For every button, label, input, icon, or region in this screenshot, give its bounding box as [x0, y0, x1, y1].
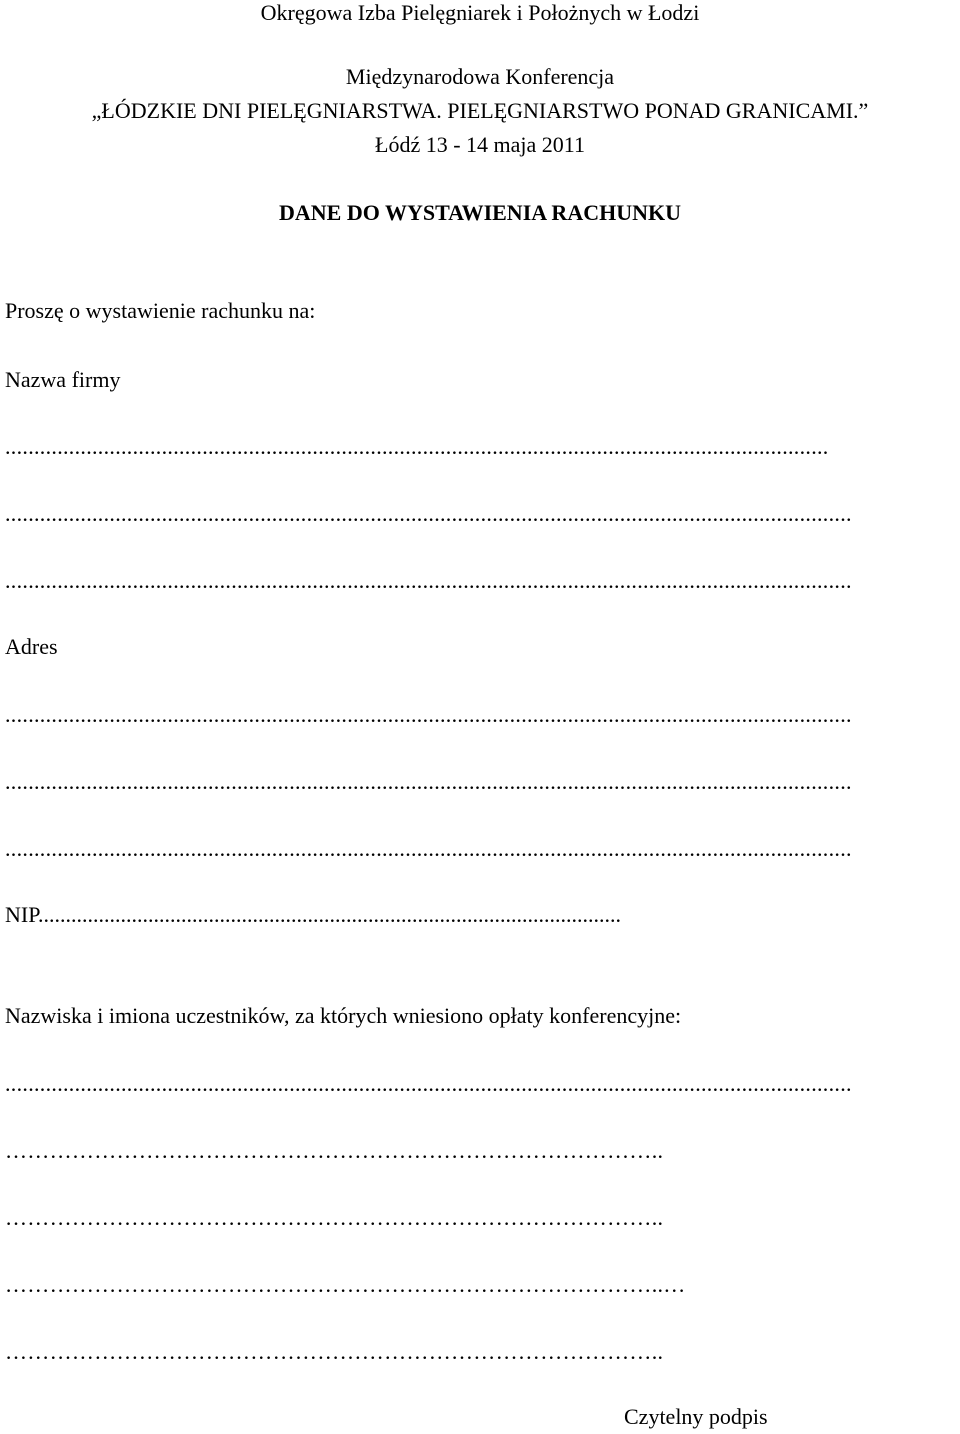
conference-type: Międzynarodowa Konferencja [345, 64, 615, 89]
nip-dots: .......................................................................................................... [38, 904, 622, 926]
address-line-2[interactable]: .................................................................................................................................................. [5, 771, 852, 793]
conference-date-place: Łódź 13 - 14 maja 2011 [375, 132, 585, 157]
participants-line-4[interactable]: ……………………………………………………………………………..… [5, 1274, 686, 1296]
form-heading: DANE DO WYSTAWIENIA RACHUNKU [279, 200, 681, 225]
company-label: Nazwa firmy [5, 367, 121, 392]
conference-title: „ŁÓDZKIE DNI PIELĘGNIARSTWA. PIELĘGNIARSTWO PONAD GRANICAMI.” [91, 98, 869, 123]
participants-line-3[interactable]: …………………………………………………………………………….. [5, 1207, 664, 1229]
nip-field[interactable] [5, 904, 955, 926]
participants-line-1[interactable]: .................................................................................................................................................. [5, 1073, 852, 1095]
participants-line-2[interactable]: …………………………………………………………………………….. [5, 1140, 664, 1162]
signature-label: Czytelny podpis [624, 1404, 768, 1429]
address-label: Adres [5, 634, 58, 659]
company-line-3[interactable]: .................................................................................................................................................. [5, 570, 852, 592]
company-line-2[interactable]: .................................................................................................................................................. [5, 503, 852, 525]
participants-label: Nazwiska i imiona uczestników, za których wniesiono opłaty konferencyjne: [5, 1003, 682, 1028]
organization-name: Okręgowa Izba Pielęgniarek i Położnych w Łodzi [260, 0, 700, 25]
address-line-1[interactable]: .................................................................................................................................................. [5, 704, 852, 726]
participants-line-5[interactable]: …………………………………………………………………………….. [5, 1341, 664, 1363]
company-line-1[interactable]: .............................................................................................................................................. [5, 436, 829, 458]
address-line-3[interactable]: .................................................................................................................................................. [5, 838, 852, 860]
nip-label: NIP [5, 904, 39, 926]
form-intro: Proszę o wystawienie rachunku na: [5, 298, 316, 323]
